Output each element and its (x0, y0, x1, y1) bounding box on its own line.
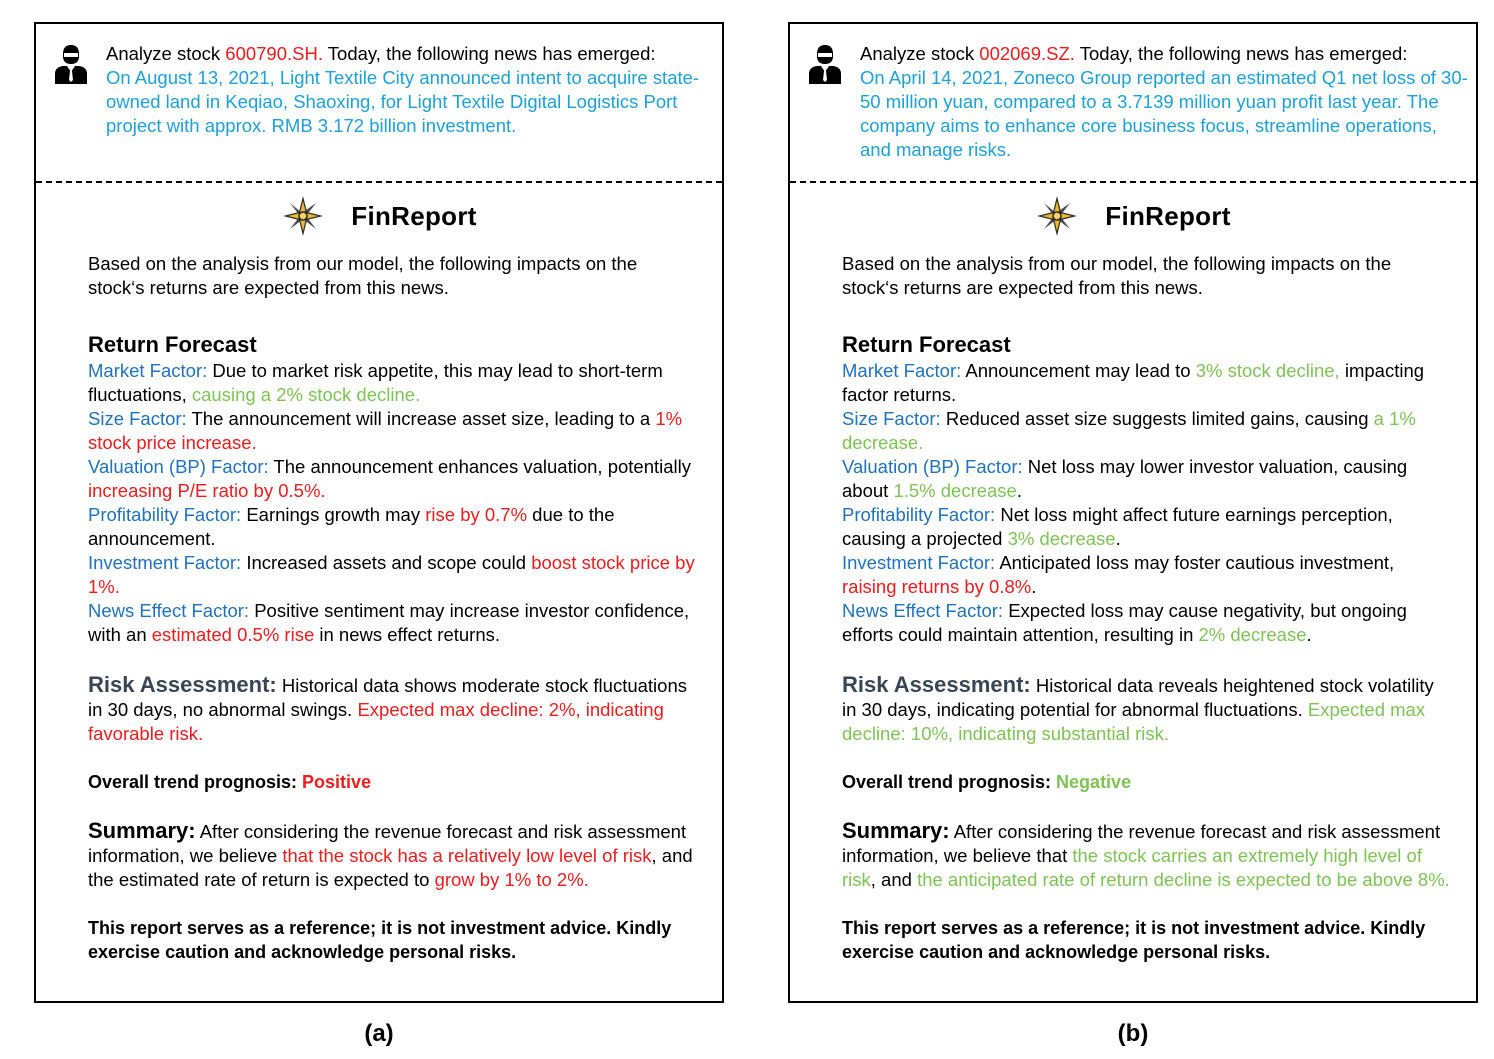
factor-profitability: Profitability Factor: Earnings growth may rise by 0.7% due to the announcement. (88, 504, 615, 549)
risk-assessment: Risk Assessment: Historical data shows moderate stock fluctuations in 30 days, no abnormal swings. Expected max decline: 2%, indicating favorable risk. (88, 672, 687, 744)
factor-investment: Investment Factor: Increased assets and scope could boost stock price by 1%. (88, 552, 695, 597)
report-body (88, 252, 698, 964)
caption-b: (b) (1117, 1020, 1149, 1047)
stock-ticker: 002069.SZ. (979, 43, 1075, 64)
factor-profitability: Profitability Factor: Net loss might affect future earnings perception, causing a projected 3% decrease. (842, 504, 1393, 549)
factor-size: Size Factor: The announcement will increase asset size, leading to a 1% stock price increase. (88, 408, 683, 453)
trend-value: Positive (302, 772, 372, 792)
brand-title: FinReport (351, 200, 477, 231)
compass-star-icon (281, 194, 325, 238)
compass-star-icon (1035, 194, 1079, 238)
dashed-divider (36, 181, 722, 183)
report-panel-b (788, 22, 1478, 1003)
factor-valuation: Valuation (BP) Factor: The announcement enhances valuation, potentially increasing P/E ratio by 0.5%. (88, 456, 691, 501)
news-text: On August 13, 2021, Light Textile City announced intent to acquire state-owned land in Keqiao, Shaoxing, for Light Textile Digital Logistics Port project with approx. RMB 3.172 billion investment. (106, 67, 700, 136)
trend-prognosis: Overall trend prognosis: Negative (842, 772, 1132, 792)
trend-value: Negative (1056, 772, 1132, 792)
factor-investment: Investment Factor: Anticipated loss may foster cautious investment, raising returns by 0.8%. (842, 552, 1395, 597)
factor-market: Market Factor: Announcement may lead to 3% stock decline, impacting factor returns. (842, 360, 1425, 405)
factor-news-effect: News Effect Factor: Expected loss may cause negativity, but ongoing efforts could maintain attention, resulting in 2% decrease. (842, 600, 1407, 645)
trend-prognosis: Overall trend prognosis: Positive (88, 772, 372, 792)
dashed-divider (790, 181, 1476, 183)
businessman-icon (808, 42, 842, 84)
return-forecast-heading: Return Forecast (88, 332, 257, 357)
caption-a: (a) (364, 1020, 394, 1047)
brand-header (36, 194, 722, 238)
risk-assessment: Risk Assessment: Historical data reveals heightened stock volatility in 30 days, indicating potential for abnormal fluctuations. Expected max decline: 10%, indicating substantial risk. (842, 672, 1434, 744)
intro-text: Based on the analysis from our model, the following impacts on the stock‘s returns are expected from this news. (842, 253, 1392, 298)
report-panel-a (34, 22, 724, 1003)
disclaimer: This report serves as a reference; it is not investment advice. Kindly exercise caution and acknowledge personal risks. (842, 918, 1426, 962)
businessman-icon (54, 42, 88, 84)
return-forecast-heading: Return Forecast (842, 332, 1011, 357)
news-text: On April 14, 2021, Zoneco Group reported an estimated Q1 net loss of 30-50 million yuan, compared to a 3.7139 million yuan profit last year. The company aims to enhance core business focus, streamline operations, and manage risks. (860, 67, 1468, 160)
summary: Summary: After considering the revenue forecast and risk assessment information, we believe that the stock carries an extremely high level of risk, and the anticipated rate of return decline is expected to be above 8%. (842, 818, 1450, 890)
intro-text: Based on the analysis from our model, the following impacts on the stock‘s returns are expected from this news. (88, 253, 638, 298)
factor-market: Market Factor: Due to market risk appetite, this may lead to short-term fluctuations, causing a 2% stock decline. (88, 360, 663, 405)
factor-size: Size Factor: Reduced asset size suggests limited gains, causing a 1% decrease. (842, 408, 1416, 453)
brand-title: FinReport (1105, 200, 1231, 231)
report-body (842, 252, 1452, 964)
news-prompt: Analyze stock 002069.SZ. Today, the following news has emerged: On April 14, 2021, Zoneco Group reported an estimated Q1 net loss of 30-50 million yuan, compared to a 3.7139 million yuan profit last year. The company aims to enhance core business focus, streamline operations, and manage risks. (860, 43, 1468, 160)
disclaimer: This report serves as a reference; it is not investment advice. Kindly exercise caution and acknowledge personal risks. (88, 918, 672, 962)
news-prompt: Analyze stock 600790.SH. Today, the following news has emerged: On August 13, 2021, Light Textile City announced intent to acquire state-owned land in Keqiao, Shaoxing, for Light Textile Digital Logistics Port project with approx. RMB 3.172 billion investment. (106, 43, 700, 136)
stock-ticker: 600790.SH. (225, 43, 323, 64)
factor-valuation: Valuation (BP) Factor: Net loss may lower investor valuation, causing about 1.5% decrease. (842, 456, 1408, 501)
brand-header (790, 194, 1476, 238)
summary: Summary: After considering the revenue forecast and risk assessment information, we believe that the stock has a relatively low level of risk, and the estimated rate of return is expected to grow by 1% to 2%. (88, 818, 693, 890)
factor-news-effect: News Effect Factor: Positive sentiment may increase investor confidence, with an estimated 0.5% rise in news effect returns. (88, 600, 690, 645)
